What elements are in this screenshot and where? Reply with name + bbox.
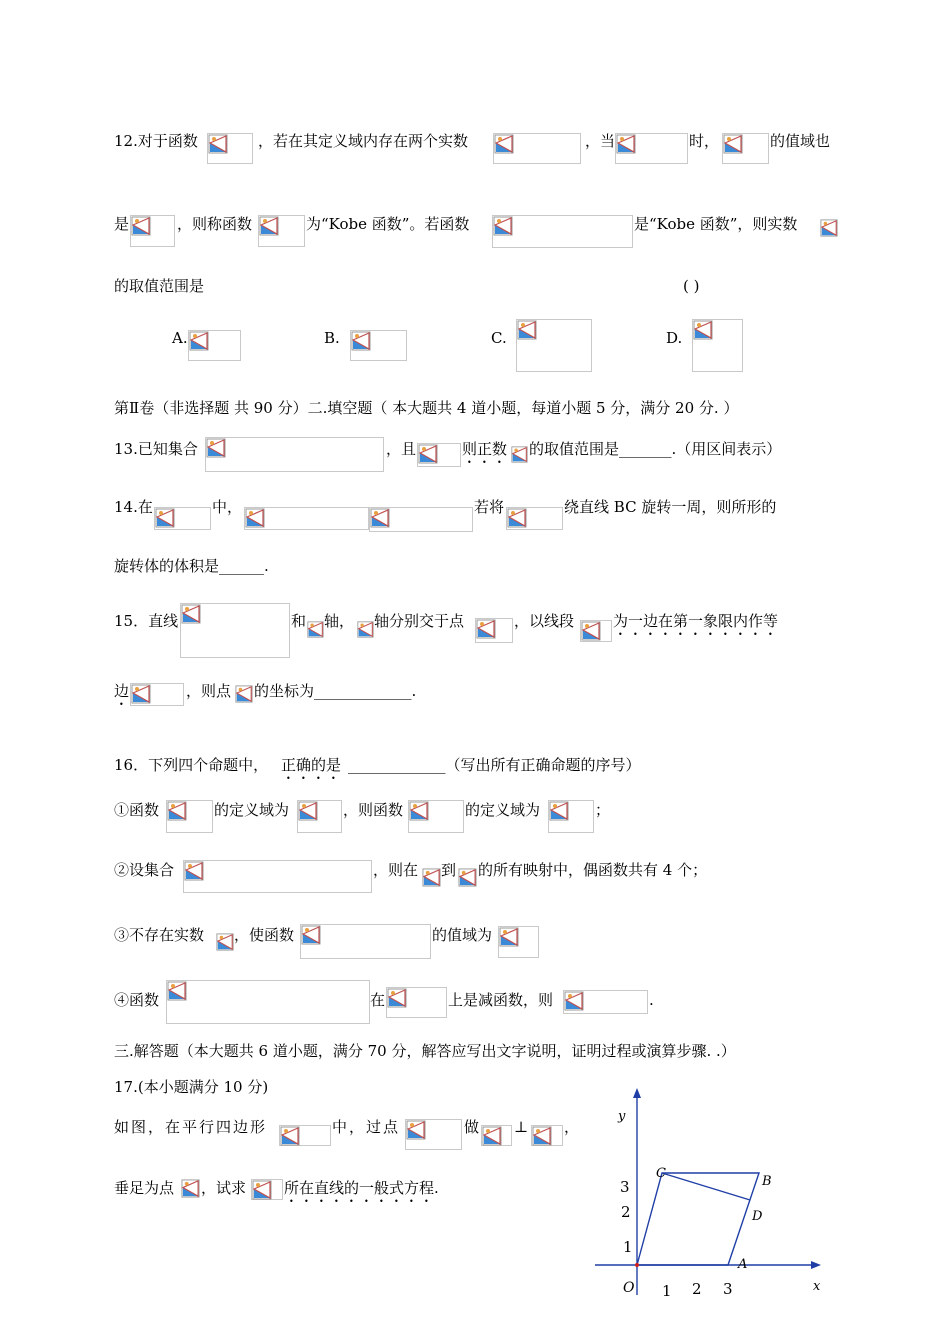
- origin-point: [635, 1263, 639, 1267]
- q12-text-1d: 时，: [689, 132, 720, 150]
- q14-text-a: 14.在: [114, 498, 153, 516]
- q16-p2-c: 到: [441, 861, 457, 879]
- q17-text-1b: 中，过点: [332, 1118, 401, 1136]
- option-d-image: [692, 319, 743, 372]
- q17-text-1c: 做: [464, 1118, 480, 1136]
- q13-text-c: 则正数: [462, 440, 508, 458]
- broken-image-icon: [298, 801, 318, 821]
- broken-image-icon: [131, 684, 151, 704]
- formula-image: [180, 603, 290, 658]
- q15-text-b: 和: [291, 612, 307, 630]
- section-2-header: 第Ⅱ卷（非选择题 共 90 分）二.填空题（ 本大题共 4 道小题，每道小题 5 分，满分 20 分. ）: [114, 399, 739, 417]
- q17-text-1a: 如图，在平行四边形: [114, 1118, 268, 1136]
- q17-text-1e: ，: [564, 1118, 580, 1136]
- broken-image-icon: [517, 320, 537, 340]
- q16-p3-c: 的值域为: [432, 926, 493, 944]
- formula-image: [722, 133, 769, 164]
- q16-p1-a: ①函数: [114, 801, 160, 819]
- q16-p2-d: 的所有映射中，偶函数共有 4 个；: [478, 861, 708, 879]
- broken-image-icon: [357, 621, 374, 638]
- broken-image-icon: [458, 868, 477, 887]
- q15-text-2a: 边: [114, 682, 130, 700]
- x-axis-arrow: [811, 1261, 821, 1269]
- point-a-label: A: [738, 1257, 748, 1272]
- option-b-image: [350, 330, 407, 361]
- parallelogram: [637, 1173, 759, 1265]
- broken-image-icon: [564, 991, 584, 1011]
- q16-p4-b: 在: [370, 991, 386, 1009]
- broken-image-icon: [259, 216, 279, 236]
- q12-text-1b: ，若在其定义域内存在两个实数: [258, 132, 469, 150]
- broken-image-icon: [406, 1120, 426, 1140]
- q15-text-f: 为一边在第一象限内作等: [613, 612, 779, 630]
- formula-image: [297, 800, 342, 833]
- broken-image-icon: [167, 801, 187, 821]
- formula-image: [531, 1125, 563, 1146]
- q17-text-2c: 所在直线的一般式方程.: [284, 1179, 439, 1197]
- point-b-label: B: [762, 1174, 772, 1189]
- broken-image-icon: [370, 508, 390, 528]
- formula-image: [506, 507, 563, 530]
- broken-image-icon: [189, 331, 209, 351]
- q13-text-d: 的取值范围是_______.（用区间表示）: [529, 440, 782, 458]
- formula-image: [216, 933, 234, 953]
- q16-p1-e: ；: [595, 801, 611, 819]
- broken-image-icon: [131, 216, 151, 236]
- formula-image: [820, 219, 838, 241]
- q16-p1-c: ，则函数: [343, 801, 404, 819]
- formula-image: [417, 443, 461, 467]
- broken-image-icon: [387, 988, 407, 1008]
- section-3-header: 三.解答题（本大题共 6 道小题，满分 70 分，解答应写出文字说明，证明过程或演算步骤. .）: [114, 1042, 736, 1060]
- q16-p1-d: 的定义域为: [465, 801, 541, 819]
- formula-image: [244, 507, 369, 530]
- segment-cd: [662, 1173, 750, 1200]
- broken-image-icon: [616, 134, 636, 154]
- broken-image-icon: [216, 933, 234, 951]
- formula-image: [408, 800, 464, 833]
- q14-text-line2: 旋转体的体积是______.: [114, 557, 269, 575]
- broken-image-icon: [693, 320, 713, 340]
- formula-image: [615, 133, 688, 164]
- q16-p2-a: ②设集合: [114, 861, 175, 879]
- q16-p2-b: ，则在: [373, 861, 419, 879]
- broken-image-icon: [206, 438, 226, 458]
- broken-image-icon: [280, 1126, 300, 1146]
- q12-text-1e: 的值域也: [770, 132, 831, 150]
- formula-image: [563, 990, 648, 1014]
- x-tick-2: 2: [692, 1280, 702, 1298]
- broken-image-icon: [301, 925, 321, 945]
- q12-text-2d: 是“Kobe 函数”，则实数: [634, 215, 798, 233]
- broken-image-icon: [184, 861, 204, 881]
- axis-y-label: y: [618, 1109, 626, 1124]
- formula-image: [154, 507, 211, 530]
- q16-p4-a: ④函数: [114, 991, 160, 1009]
- q14-text-c: 若将: [474, 498, 505, 516]
- formula-image: [386, 987, 447, 1018]
- formula-image: [251, 1179, 283, 1200]
- q15-text-2c: 的坐标为_____________.: [254, 682, 417, 700]
- q13-text-b: ，且: [386, 440, 417, 458]
- q17-text-1d: ⊥: [514, 1118, 529, 1136]
- y-axis-arrow: [633, 1088, 641, 1098]
- broken-image-icon: [507, 508, 527, 528]
- formula-image: [369, 507, 473, 532]
- formula-image: [481, 1125, 512, 1146]
- broken-image-icon: [235, 685, 253, 703]
- q17-title: 17.(本小题满分 10 分): [114, 1078, 269, 1096]
- q16-intro-b: 正确的是: [281, 756, 342, 774]
- q16-p3-b: ，使函数: [234, 926, 295, 944]
- option-b-label: B.: [324, 329, 340, 347]
- formula-image: [548, 800, 594, 833]
- q17-text-2b: ，试求: [201, 1179, 247, 1197]
- broken-image-icon: [422, 868, 441, 887]
- q15-text-d: 轴分别交于点: [374, 612, 465, 630]
- formula-image: [357, 621, 374, 641]
- q15-text-e: ，以线段: [514, 612, 575, 630]
- broken-image-icon: [493, 216, 513, 236]
- q15-text-a: 15．直线: [114, 612, 179, 630]
- y-tick-3: 3: [620, 1178, 630, 1196]
- q12-text-2b: ，则称函数: [177, 215, 253, 233]
- y-tick-1: 1: [623, 1238, 633, 1256]
- broken-image-icon: [511, 446, 528, 463]
- point-c-label: C: [656, 1166, 666, 1181]
- q16-p1-b: 的定义域为: [214, 801, 290, 819]
- formula-image: [458, 868, 477, 890]
- formula-image: [492, 215, 633, 248]
- q14-text-d: 绕直线 BC 旋转一周，则所形的: [564, 498, 777, 516]
- formula-image: [235, 685, 253, 705]
- q15-text-c: 轴，: [324, 612, 355, 630]
- q16-intro-c: _____________（写出所有正确命题的序号）: [348, 756, 641, 774]
- x-tick-1: 1: [662, 1282, 672, 1300]
- broken-image-icon: [532, 1126, 552, 1146]
- formula-image: [130, 683, 184, 706]
- origin-label: O: [623, 1280, 635, 1296]
- broken-image-icon: [494, 134, 514, 154]
- formula-image: [183, 860, 372, 893]
- broken-image-icon: [409, 801, 429, 821]
- broken-image-icon: [581, 621, 601, 641]
- broken-image-icon: [252, 1180, 272, 1200]
- broken-image-icon: [820, 219, 838, 237]
- broken-image-icon: [155, 508, 175, 528]
- q16-p3-a: ③不存在实数: [114, 926, 205, 944]
- q17-text-2a: 垂足为点: [114, 1179, 175, 1197]
- broken-image-icon: [351, 331, 371, 351]
- broken-image-icon: [723, 134, 743, 154]
- q12-text-1c: ，当: [585, 132, 616, 150]
- broken-image-icon: [208, 134, 228, 154]
- q12-text-1a: 12.对于函数: [114, 132, 198, 150]
- q13-text-a: 13.已知集合: [114, 440, 198, 458]
- broken-image-icon: [476, 619, 496, 639]
- formula-image: [511, 446, 528, 466]
- formula-image: [207, 133, 253, 164]
- formula-image: [279, 1125, 331, 1146]
- coordinate-figure: [585, 1080, 835, 1305]
- formula-image: [181, 1179, 200, 1200]
- q16-p4-d: .: [649, 991, 654, 1009]
- formula-image: [307, 621, 324, 641]
- option-c-label: C.: [491, 329, 507, 347]
- formula-image: [405, 1119, 462, 1150]
- q12-text-2a: 是: [114, 215, 130, 233]
- axis-x-label: x: [813, 1279, 821, 1294]
- q14-text-b: 中，: [212, 498, 243, 516]
- broken-image-icon: [167, 981, 187, 1001]
- x-tick-3: 3: [723, 1280, 733, 1298]
- broken-image-icon: [482, 1126, 502, 1146]
- formula-image: [580, 620, 612, 642]
- answer-parentheses: ( ): [683, 277, 700, 295]
- formula-image: [166, 800, 213, 833]
- broken-image-icon: [549, 801, 569, 821]
- q16-intro-a: 16．下列四个命题中，: [114, 756, 269, 774]
- formula-image: [475, 618, 513, 643]
- formula-image: [498, 926, 539, 958]
- formula-image: [300, 924, 431, 959]
- broken-image-icon: [181, 604, 201, 624]
- q16-p4-c: 上是减函数，则: [448, 991, 554, 1009]
- formula-image: [166, 980, 370, 1024]
- formula-image: [205, 437, 384, 472]
- broken-image-icon: [418, 444, 438, 464]
- broken-image-icon: [499, 927, 519, 947]
- q12-text-3a: 的取值范围是: [114, 277, 205, 295]
- y-tick-2: 2: [621, 1203, 631, 1221]
- broken-image-icon: [307, 621, 324, 638]
- broken-image-icon: [181, 1179, 200, 1198]
- q12-text-2c: 为“Kobe 函数”。若函数: [306, 215, 470, 233]
- q15-text-2b: ，则点: [186, 682, 232, 700]
- option-c-image: [516, 319, 592, 372]
- formula-image: [422, 868, 441, 890]
- point-d-label: D: [752, 1209, 763, 1224]
- option-d-label: D.: [666, 329, 683, 347]
- option-a-label: A.: [172, 329, 188, 347]
- broken-image-icon: [245, 508, 265, 528]
- formula-image: [493, 133, 581, 164]
- formula-image: [130, 215, 175, 247]
- formula-image: [258, 215, 305, 247]
- option-a-image: [188, 330, 241, 361]
